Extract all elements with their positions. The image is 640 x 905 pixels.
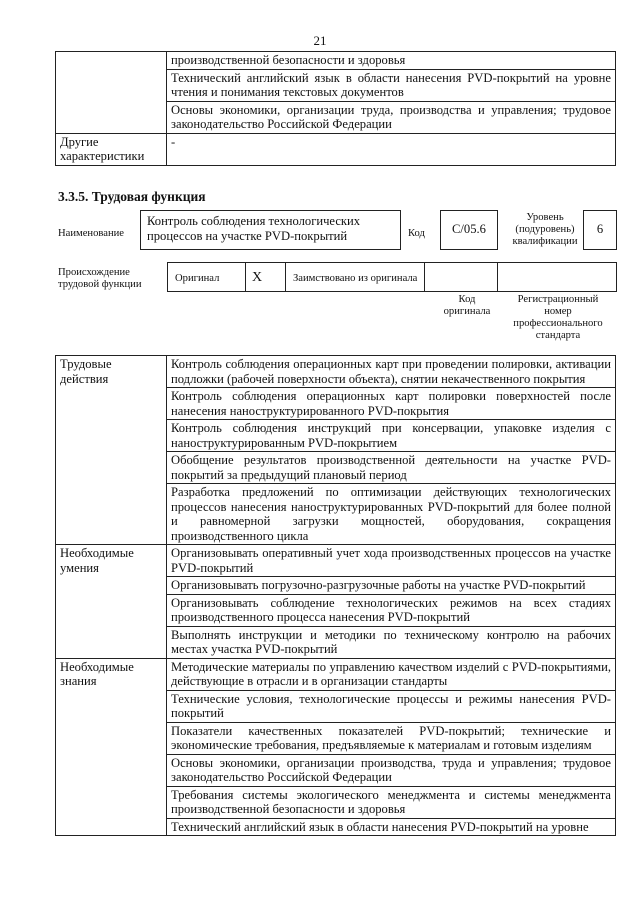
code-original-label: Код оригинала xyxy=(443,294,491,317)
reg-number-box xyxy=(497,262,617,292)
table-cell: Показатели качественных показателей PVD-покрытий; технические и экономические требования, предъявляемые к материалам и готовым изделиям xyxy=(167,722,616,754)
row-label: Необходимые знания xyxy=(56,658,167,836)
row-label xyxy=(56,52,167,134)
table-cell: Контроль соблюдения операционных карт полировки поверхностей после нанесения наноструктурированного PVD-покрытия xyxy=(167,388,616,420)
section-title: 3.3.5. Трудовая функция xyxy=(58,189,206,204)
table-row xyxy=(56,356,616,388)
table-cell: производственной безопасности и здоровья xyxy=(167,52,616,70)
original-label: Оригинал xyxy=(175,273,220,284)
table-cell: Технический английский язык в области нанесения PVD-покрытий на уровне xyxy=(167,818,616,836)
table-cell: Обобщение результатов производственной деятельности на участке PVD-покрытий за предыдущий плановый период xyxy=(167,452,616,484)
code-value: C/05.6 xyxy=(452,222,486,236)
origin-label: Происхождение трудовой функции xyxy=(58,267,142,290)
borrowed-label: Заимствовано из оригинала xyxy=(293,273,418,284)
name-value: Контроль соблюдения технологических процессов на участке PVD-покрытий xyxy=(147,214,361,243)
row-label: Другие характеристики xyxy=(56,133,167,165)
level-box xyxy=(583,210,617,250)
reg-number-label: Регистрационный номер профессионального стандарта xyxy=(513,294,603,341)
table-cell: Организовывать оперативный учет хода производственных процессов на участке PVD-покрытий xyxy=(167,545,616,577)
table-row xyxy=(56,545,616,577)
name-label: Наименование xyxy=(58,228,124,239)
table-cell: Основы экономики, организации труда, производства и управления; трудовое законодательство Российской Федерации xyxy=(167,101,616,133)
table-cell: Технические условия, технологические процессы и режимы нанесения PVD-покрытий xyxy=(167,690,616,722)
table-cell: Технический английский язык в области нанесения PVD-покрытий на уровне чтения и понимания текстовых документов xyxy=(167,69,616,101)
table-cell: Требования системы экологического менеджмента и системы менеджмента производственной безопасности и здоровья xyxy=(167,786,616,818)
row-label: Необходимые умения xyxy=(56,545,167,659)
table-row xyxy=(56,658,616,690)
main-table xyxy=(55,355,616,836)
table-cell: Организовывать погрузочно-разгрузочные работы на участке PVD-покрытий xyxy=(167,577,616,595)
table-cell: Выполнять инструкции и методики по техническому контролю на рабочих местах участка PVD-покрытий xyxy=(167,626,616,658)
table-cell: Методические материалы по управлению качеством изделий с PVD-покрытиями, действующие в отрасли и в организации стандарты xyxy=(167,658,616,690)
original-mark: X xyxy=(252,270,263,285)
code-label: Код xyxy=(408,228,425,239)
table-cell: - xyxy=(167,133,616,165)
divider xyxy=(285,262,286,291)
table-cell: Контроль соблюдения инструкций при консервации, упаковке изделия с наноструктурированным PVD-покрытием xyxy=(167,420,616,452)
top-table xyxy=(55,51,616,166)
code-box xyxy=(440,210,498,250)
row-label: Трудовые действия xyxy=(56,356,167,545)
table-cell: Основы экономики, организации производства, труда и управления; трудовое законодательство Российской Федерации xyxy=(167,754,616,786)
table-row xyxy=(56,133,616,165)
level-value: 6 xyxy=(596,222,604,236)
table-cell: Контроль соблюдения операционных карт при проведении полировки, активации подложки (рабочей поверхности объекта), снятии некачественного покрытия xyxy=(167,356,616,388)
divider xyxy=(245,262,246,291)
level-label: Уровень (подуровень) квалификации xyxy=(512,212,578,247)
table-cell: Организовывать соблюдение технологических режимов на всех стадиях производственного процесса нанесения PVD-покрытий xyxy=(167,594,616,626)
name-box xyxy=(140,210,401,250)
table-cell: Разработка предложений по оптимизации действующих технологических процессов нанесения наноструктурированных PVD-покрытий для более полной и равномерной загрузки мощностей, оборудования, сокращения производственного цикла xyxy=(167,484,616,545)
table-row xyxy=(56,52,616,70)
page-number: 21 xyxy=(313,33,327,48)
divider xyxy=(424,262,425,291)
